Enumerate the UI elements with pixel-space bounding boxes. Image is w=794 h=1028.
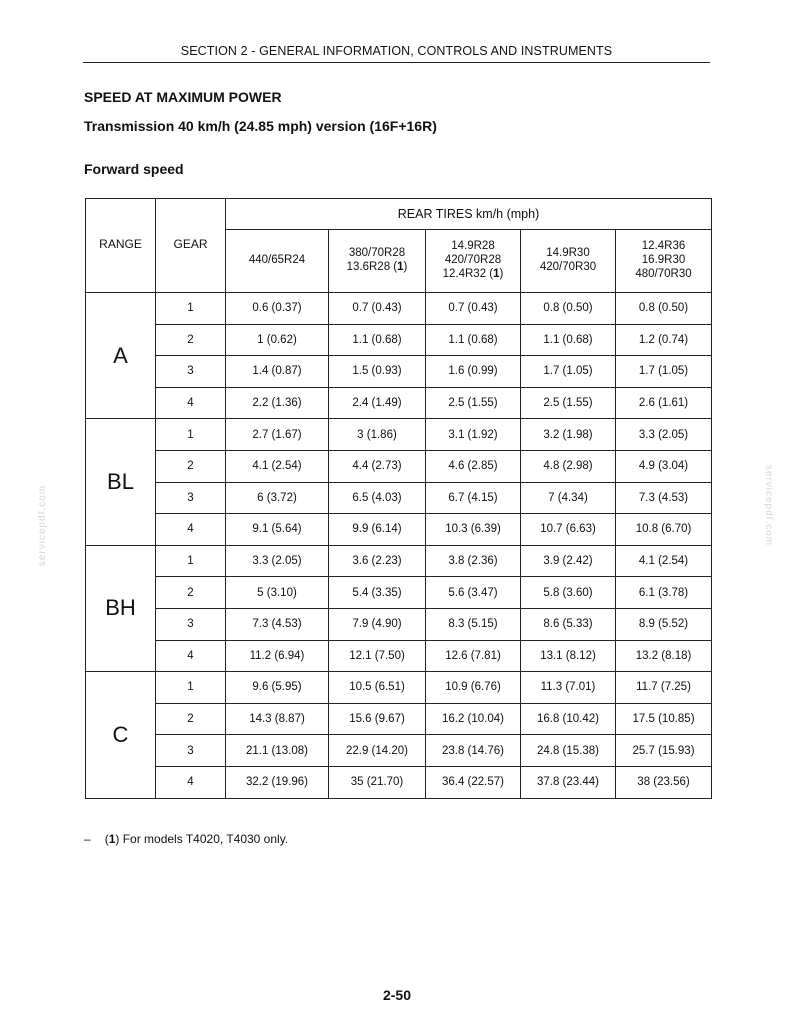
speed-cell: 8.9 (5.52)	[616, 608, 712, 640]
table-row	[86, 450, 712, 482]
gear-cell: 1	[156, 672, 226, 704]
tire-column-header: 380/70R28 13.6R28 (1)	[329, 230, 426, 293]
speed-cell: 5 (3.10)	[226, 577, 329, 609]
speed-cell: 3.6 (2.23)	[329, 545, 426, 577]
speed-cell: 23.8 (14.76)	[426, 735, 521, 767]
speed-cell: 7.3 (4.53)	[226, 608, 329, 640]
speed-cell: 10.7 (6.63)	[521, 514, 616, 546]
speed-cell: 16.2 (10.04)	[426, 703, 521, 735]
page-number: 2-50	[382, 987, 412, 1003]
gear-cell: 4	[156, 514, 226, 546]
table-row	[86, 419, 712, 451]
gear-cell: 2	[156, 324, 226, 356]
speed-cell: 0.6 (0.37)	[226, 293, 329, 325]
speed-cell: 1.7 (1.05)	[616, 356, 712, 388]
speed-cell: 0.7 (0.43)	[329, 293, 426, 325]
table-row	[86, 735, 712, 767]
section-title: SPEED AT MAXIMUM POWER	[84, 89, 282, 105]
table-row	[86, 703, 712, 735]
speed-cell: 3.8 (2.36)	[426, 545, 521, 577]
speed-cell: 24.8 (15.38)	[521, 735, 616, 767]
speed-cell: 1.5 (0.93)	[329, 356, 426, 388]
speed-cell: 10.5 (6.51)	[329, 672, 426, 704]
speed-cell: 6 (3.72)	[226, 482, 329, 514]
speed-cell: 1.1 (0.68)	[426, 324, 521, 356]
speed-cell: 1.7 (1.05)	[521, 356, 616, 388]
gear-cell: 3	[156, 356, 226, 388]
speed-cell: 7.3 (4.53)	[616, 482, 712, 514]
speed-cell: 22.9 (14.20)	[329, 735, 426, 767]
speed-cell: 9.9 (6.14)	[329, 514, 426, 546]
speed-cell: 1 (0.62)	[226, 324, 329, 356]
gear-cell: 2	[156, 703, 226, 735]
table-row	[86, 577, 712, 609]
speed-cell: 3.1 (1.92)	[426, 419, 521, 451]
speed-cell: 2.7 (1.67)	[226, 419, 329, 451]
range-column-header: RANGE	[86, 199, 156, 293]
gear-cell: 3	[156, 608, 226, 640]
table-row	[86, 356, 712, 388]
range-label: C	[86, 672, 156, 798]
speed-cell: 7 (4.34)	[521, 482, 616, 514]
speed-cell: 11.2 (6.94)	[226, 640, 329, 672]
speed-cell: 21.1 (13.08)	[226, 735, 329, 767]
speed-cell: 4.1 (2.54)	[226, 450, 329, 482]
speed-cell: 6.5 (4.03)	[329, 482, 426, 514]
range-label: BH	[86, 545, 156, 671]
table-row	[86, 514, 712, 546]
gear-column-header: GEAR	[156, 199, 226, 293]
speed-cell: 25.7 (15.93)	[616, 735, 712, 767]
section-header: SECTION 2 - GENERAL INFORMATION, CONTROLS AND INSTRUMENTS	[83, 44, 710, 63]
speed-cell: 6.7 (4.15)	[426, 482, 521, 514]
footnote: – (1) For models T4020, T4030 only.	[84, 832, 289, 846]
speed-cell: 2.5 (1.55)	[521, 387, 616, 419]
gear-cell: 4	[156, 640, 226, 672]
speed-cell: 1.2 (0.74)	[616, 324, 712, 356]
watermark-left: servicepdf.com	[37, 484, 49, 567]
speed-cell: 4.9 (3.04)	[616, 450, 712, 482]
speed-cell: 0.8 (0.50)	[521, 293, 616, 325]
footnote-dash: –	[84, 832, 91, 846]
gear-cell: 4	[156, 387, 226, 419]
table-row	[86, 324, 712, 356]
speed-cell: 2.6 (1.61)	[616, 387, 712, 419]
rear-tires-header: REAR TIRES km/h (mph)	[226, 199, 712, 230]
speed-cell: 4.6 (2.85)	[426, 450, 521, 482]
gear-cell: 1	[156, 419, 226, 451]
speed-cell: 16.8 (10.42)	[521, 703, 616, 735]
gear-cell: 4	[156, 766, 226, 798]
speed-cell: 12.6 (7.81)	[426, 640, 521, 672]
speed-cell: 6.1 (3.78)	[616, 577, 712, 609]
table-row	[86, 672, 712, 704]
range-label: BL	[86, 419, 156, 545]
speed-cell: 15.6 (9.67)	[329, 703, 426, 735]
speed-cell: 9.6 (5.95)	[226, 672, 329, 704]
gear-cell: 2	[156, 450, 226, 482]
speed-cell: 36.4 (22.57)	[426, 766, 521, 798]
speed-cell: 11.3 (7.01)	[521, 672, 616, 704]
speed-cell: 11.7 (7.25)	[616, 672, 712, 704]
speed-cell: 0.8 (0.50)	[616, 293, 712, 325]
gear-cell: 1	[156, 545, 226, 577]
speed-cell: 37.8 (23.44)	[521, 766, 616, 798]
tire-column-header: 12.4R36 16.9R30 480/70R30	[616, 230, 712, 293]
tire-column-header: 440/65R24	[226, 230, 329, 293]
watermark-right: servicepdf.com	[763, 464, 775, 547]
speed-cell: 9.1 (5.64)	[226, 514, 329, 546]
speed-cell: 2.4 (1.49)	[329, 387, 426, 419]
speed-cell: 12.1 (7.50)	[329, 640, 426, 672]
speed-cell: 1.1 (0.68)	[521, 324, 616, 356]
table-row	[86, 766, 712, 798]
forward-speed-heading: Forward speed	[84, 161, 184, 177]
speed-cell: 5.6 (3.47)	[426, 577, 521, 609]
tire-column-header: 14.9R30 420/70R30	[521, 230, 616, 293]
speed-cell: 3.3 (2.05)	[616, 419, 712, 451]
gear-cell: 2	[156, 577, 226, 609]
speed-cell: 3 (1.86)	[329, 419, 426, 451]
gear-cell: 1	[156, 293, 226, 325]
speed-cell: 10.8 (6.70)	[616, 514, 712, 546]
speed-cell: 7.9 (4.90)	[329, 608, 426, 640]
speed-cell: 8.3 (5.15)	[426, 608, 521, 640]
speed-cell: 4.8 (2.98)	[521, 450, 616, 482]
speed-cell: 2.5 (1.55)	[426, 387, 521, 419]
forward-speed-table	[85, 198, 712, 799]
speed-cell: 1.4 (0.87)	[226, 356, 329, 388]
speed-cell: 35 (21.70)	[329, 766, 426, 798]
speed-cell: 1.6 (0.99)	[426, 356, 521, 388]
footnote-text: ) For models T4020, T4030 only.	[115, 832, 289, 846]
speed-cell: 2.2 (1.36)	[226, 387, 329, 419]
speed-cell: 8.6 (5.33)	[521, 608, 616, 640]
gear-cell: 3	[156, 735, 226, 767]
speed-cell: 3.9 (2.42)	[521, 545, 616, 577]
speed-cell: 13.1 (8.12)	[521, 640, 616, 672]
transmission-subtitle: Transmission 40 km/h (24.85 mph) version (16F+16R)	[84, 118, 437, 134]
speed-cell: 5.4 (3.35)	[329, 577, 426, 609]
table-row	[86, 293, 712, 325]
table-row	[86, 482, 712, 514]
range-label: A	[86, 293, 156, 419]
speed-cell: 17.5 (10.85)	[616, 703, 712, 735]
speed-cell: 4.1 (2.54)	[616, 545, 712, 577]
tire-column-header: 14.9R28 420/70R28 12.4R32 (1)	[426, 230, 521, 293]
speed-cell: 4.4 (2.73)	[329, 450, 426, 482]
footnote-mark: 1	[108, 832, 116, 846]
speed-cell: 14.3 (8.87)	[226, 703, 329, 735]
table-row	[86, 387, 712, 419]
speed-cell: 3.3 (2.05)	[226, 545, 329, 577]
table-row	[86, 545, 712, 577]
speed-cell: 13.2 (8.18)	[616, 640, 712, 672]
speed-cell: 0.7 (0.43)	[426, 293, 521, 325]
table-row	[86, 640, 712, 672]
gear-cell: 3	[156, 482, 226, 514]
speed-cell: 1.1 (0.68)	[329, 324, 426, 356]
speed-cell: 5.8 (3.60)	[521, 577, 616, 609]
speed-cell: 38 (23.56)	[616, 766, 712, 798]
speed-cell: 32.2 (19.96)	[226, 766, 329, 798]
table-row	[86, 608, 712, 640]
speed-cell: 3.2 (1.98)	[521, 419, 616, 451]
speed-cell: 10.9 (6.76)	[426, 672, 521, 704]
speed-cell: 10.3 (6.39)	[426, 514, 521, 546]
